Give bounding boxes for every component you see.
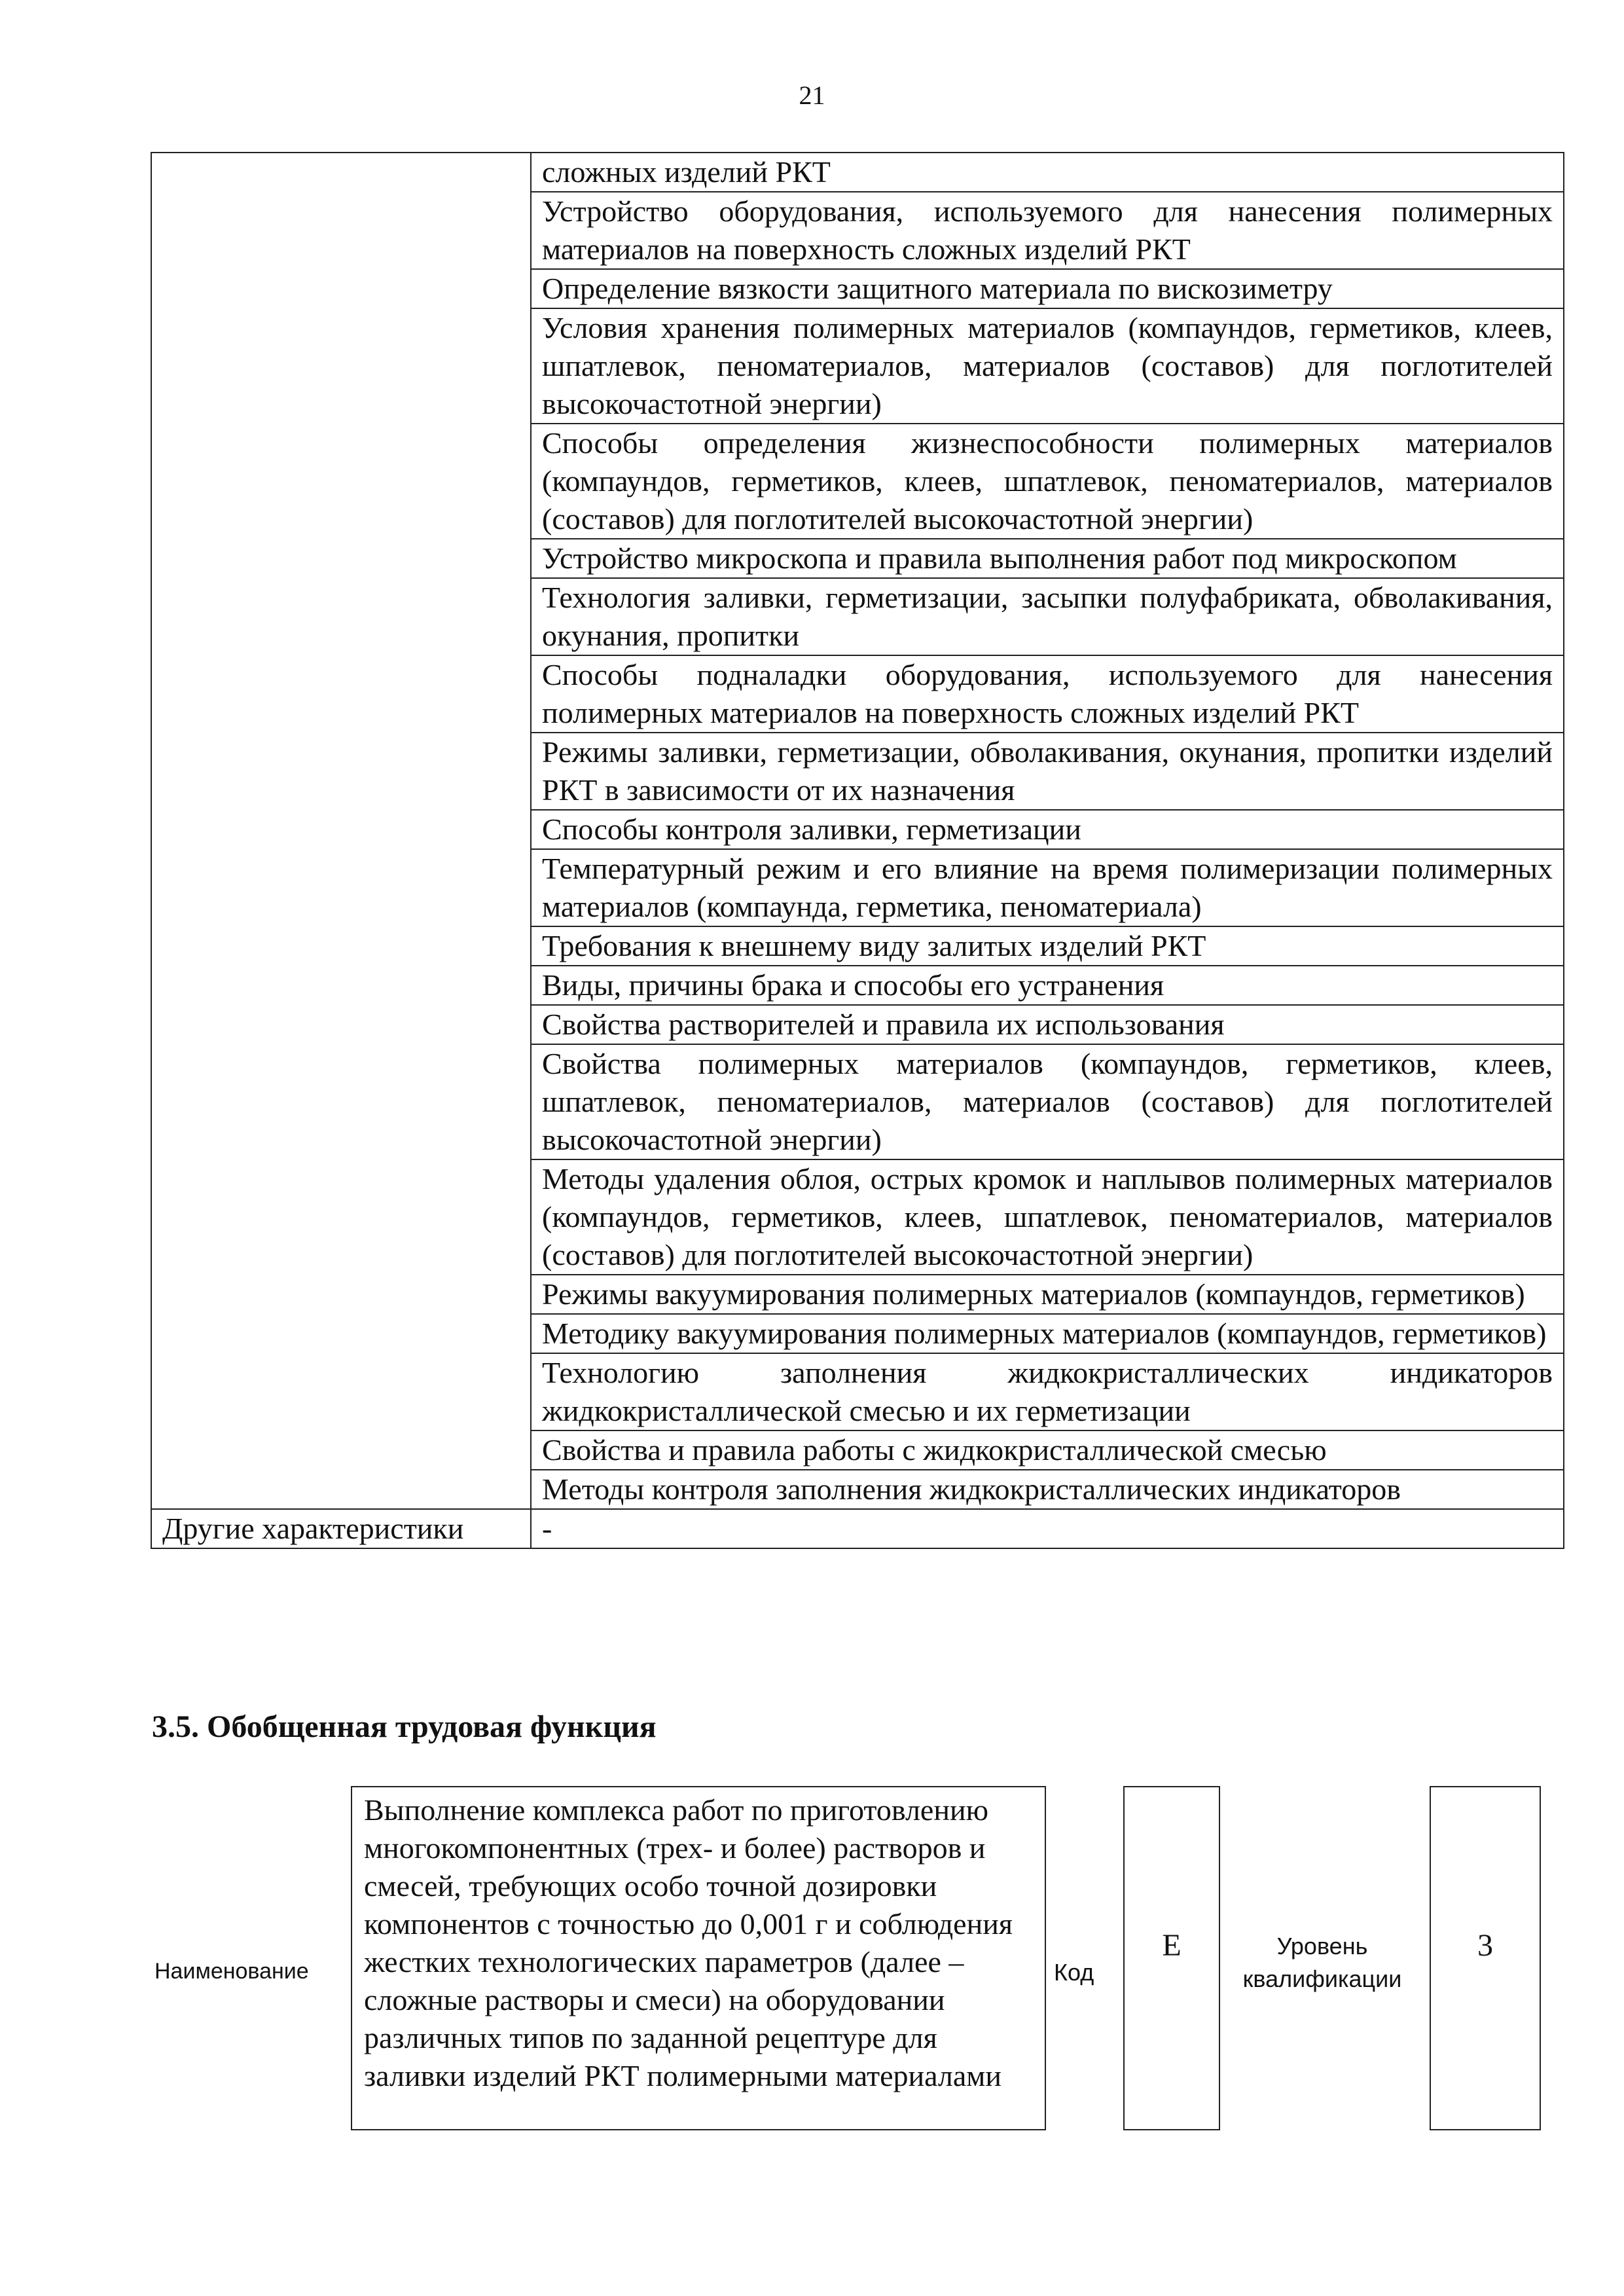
- knowledge-item: Режимы заливки, герметизации, обволакивания, окунания, пропитки изделий РКТ в зависимости от их назначения: [531, 733, 1564, 810]
- qualification-level-box: [1430, 1786, 1541, 2130]
- code-label: Код: [1054, 1959, 1094, 1986]
- knowledge-item: Температурный режим и его влияние на время полимеризации полимерных материалов (компаунда, герметика, пеноматериала): [531, 849, 1564, 926]
- knowledge-item: Методы контроля заполнения жидкокристаллических индикаторов: [531, 1470, 1564, 1509]
- knowledge-item: Технологию заполнения жидкокристаллических индикаторов жидкокристаллической смесью и их герметизации: [531, 1353, 1564, 1430]
- name-value-box: Выполнение комплекса работ по приготовлению многокомпонентных (трех- и более) растворов и смесей, требующих особо точной дозировки компонентов с точностью до 0,001 г и соблюдения жестких технологических параметров (далее – сложные растворы и смеси) на оборудовании различных типов по заданной рецептуре для заливки изделий РКТ полимерными материалами: [351, 1786, 1046, 2130]
- code-value: E: [1162, 1927, 1182, 1963]
- knowledge-item: Способы контроля заливки, герметизации: [531, 810, 1564, 849]
- knowledge-item: Свойства и правила работы с жидкокристаллической смесью: [531, 1430, 1564, 1470]
- row-label-cell: [151, 153, 531, 1509]
- knowledge-item: Методику вакуумирования полимерных материалов (компаундов, герметиков): [531, 1314, 1564, 1353]
- knowledge-item: Устройство оборудования, используемого для нанесения полимерных материалов на поверхность сложных изделий РКТ: [531, 192, 1564, 269]
- name-label: Наименование: [154, 1959, 309, 1984]
- knowledge-item: Режимы вакуумирования полимерных материалов (компаундов, герметиков): [531, 1275, 1564, 1314]
- knowledge-item: Требования к внешнему виду залитых изделий РКТ: [531, 926, 1564, 966]
- knowledge-item: Способы подналадки оборудования, используемого для нанесения полимерных материалов на поверхность сложных изделий РКТ: [531, 655, 1564, 733]
- code-value-box: [1123, 1786, 1220, 2130]
- other-characteristics-label: Другие характеристики: [151, 1509, 531, 1548]
- knowledge-item: Условия хранения полимерных материалов (компаундов, герметиков, клеев, шпатлевок, пеноматериалов, материалов (составов) для поглотителей высокочастотной энергии): [531, 308, 1564, 424]
- other-characteristics-value: -: [531, 1509, 1564, 1548]
- page-number: 21: [799, 81, 825, 110]
- knowledge-item: Технология заливки, герметизации, засыпки полуфабриката, обволакивания, окунания, пропитки: [531, 578, 1564, 655]
- knowledge-item: Свойства полимерных материалов (компаундов, герметиков, клеев, шпатлевок, пеноматериалов, материалов (составов) для поглотителей высокочастотной энергии): [531, 1044, 1564, 1159]
- qualification-level-label: Уровень квалификации: [1242, 1933, 1402, 1992]
- knowledge-item: сложных изделий РКТ: [531, 153, 1564, 192]
- knowledge-item: Устройство микроскопа и правила выполнения работ под микроскопом: [531, 539, 1564, 578]
- knowledge-item: Определение вязкости защитного материала по вискозиметру: [531, 269, 1564, 308]
- knowledge-item: Свойства растворителей и правила их использования: [531, 1005, 1564, 1044]
- knowledge-item: Способы определения жизнеспособности полимерных материалов (компаундов, герметиков, клеев, шпатлевок, пеноматериалов, материалов (составов) для поглотителей высокочастотной энергии): [531, 424, 1564, 539]
- knowledge-item: Виды, причины брака и способы его устранения: [531, 966, 1564, 1005]
- section-heading: 3.5. Обобщенная трудовая функция: [152, 1709, 657, 1744]
- knowledge-item: Методы удаления облоя, острых кромок и наплывов полимерных материалов (компаундов, герметиков, клеев, шпатлевок, пеноматериалов, материалов (составов) для поглотителей высокочастотной энергии): [531, 1159, 1564, 1275]
- knowledge-table: [151, 152, 1564, 1549]
- qualification-level-value: 3: [1477, 1927, 1493, 1963]
- table-row: [151, 153, 1564, 192]
- table-row: [151, 1509, 1564, 1548]
